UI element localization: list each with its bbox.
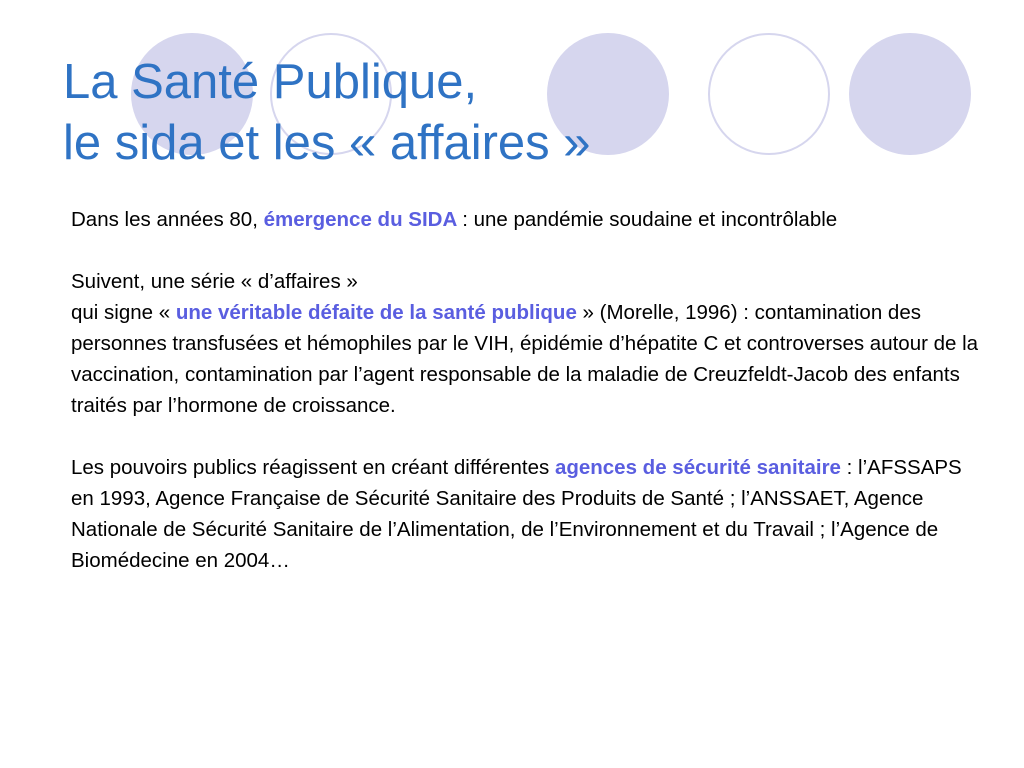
paragraph-text: : une pandémie soudaine et incontrôlable (462, 208, 838, 231)
paragraph-text: » (Morelle, 1996) : contamination des personnes transfusées et hémophiles par le VIH, épidémie d’hépatite C et controverses autour de la vaccination, contamination par l’agent responsable de la maladie de Creuzfeldt-Jacob des enfants traités par l’hormone de croissance. (71, 301, 979, 417)
paragraph-text: Les pouvoirs publics réagissent en créant différentes (71, 456, 555, 479)
highlight-defaite-sante-publique: une véritable défaite de la santé publique (175, 301, 577, 324)
decorative-circle-filled (849, 33, 971, 155)
decorative-circle-outline (708, 33, 830, 155)
slide-title (63, 52, 591, 174)
slide-body (71, 204, 986, 576)
paragraph-affaires (71, 266, 986, 421)
paragraph-sida-emergence (71, 204, 986, 235)
highlight-agences-securite-sanitaire: agences de sécurité sanitaire (554, 456, 841, 479)
highlight-emergence-sida: émergence du SIDA (257, 208, 463, 231)
slide-title-line-2: le sida et les « affaires » (63, 116, 591, 170)
paragraph-text: Dans les années 80, (71, 208, 258, 231)
paragraph-text: qui signe « (71, 301, 176, 324)
paragraph-agences (71, 452, 986, 576)
slide-title-line-1: La Santé Publique, (63, 55, 478, 109)
paragraph-text: : l’AFSSAPS en 1993, Agence Française de Sécurité Sanitaire des Produits de Santé ; l’ANSSAET, Agence Nationale de Sécurité Sanitaire de l’Alimentation, de l’Environnement et du Travail ; l’Agence de Biomédecine en 2004… (71, 456, 962, 572)
paragraph-text: Suivent, une série « d’affaires » (71, 270, 358, 293)
